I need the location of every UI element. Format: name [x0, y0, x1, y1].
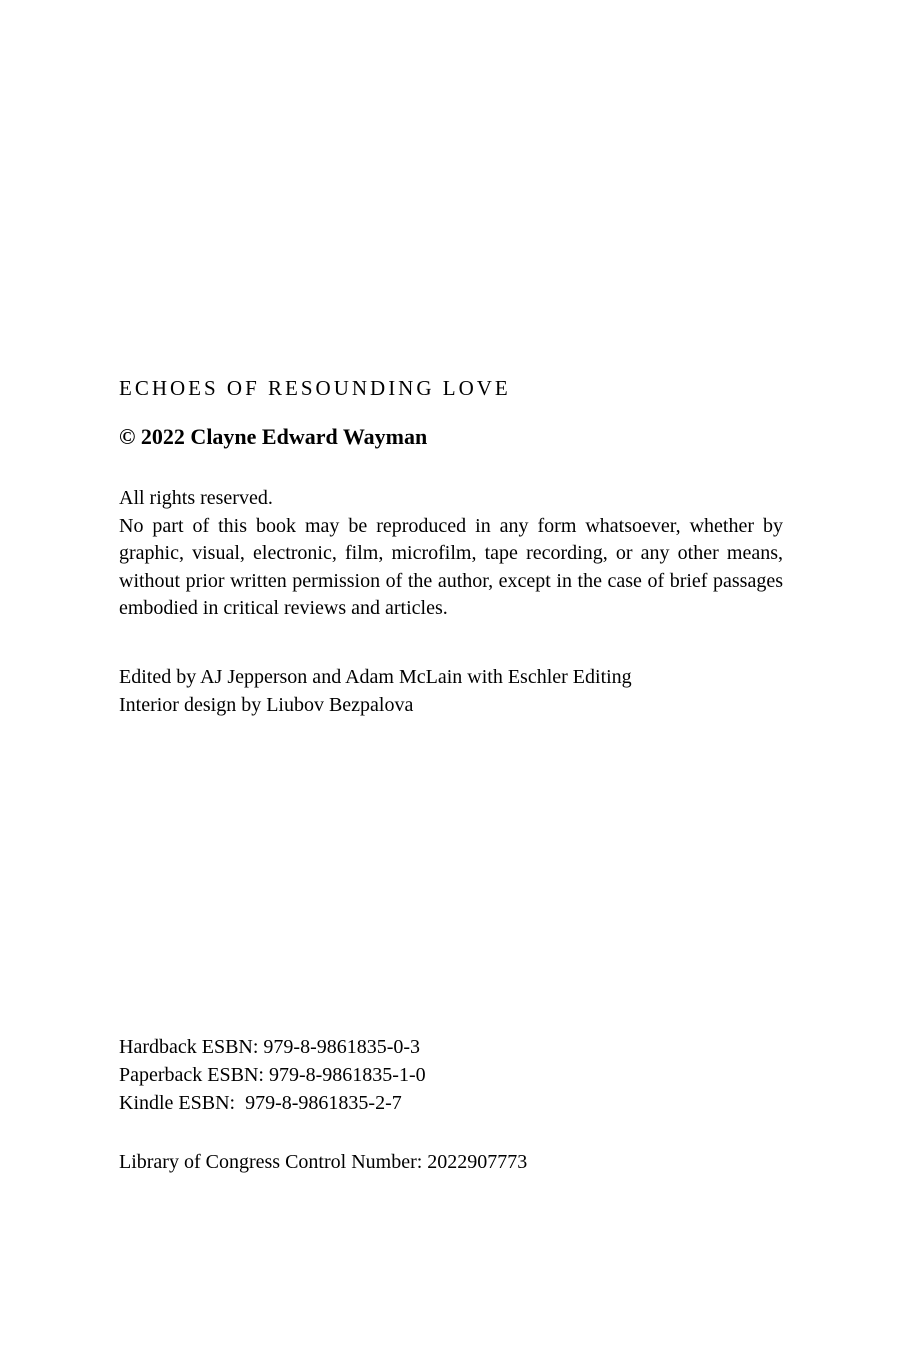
- edited-by-line: Edited by AJ Jepperson and Adam McLain with Eschler Editing: [119, 666, 632, 688]
- rights-paragraph: No part of this book may be reproduced in any form whatsoever, whether by graphic, visual, electronic, film, microfilm, tape recording, or any other means, without prior written permission of the author, except in the case of brief passages embodied in critical reviews and articles.: [119, 514, 783, 619]
- rights-reserved-line: All rights reserved.: [119, 487, 273, 509]
- rights-block: [119, 485, 783, 623]
- credits-block: [119, 663, 783, 719]
- paperback-esbn-line: Paperback ESBN: 979-8-9861835-1-0: [119, 1064, 426, 1086]
- copyright-line: © 2022 Clayne Edward Wayman: [119, 424, 428, 449]
- kindle-esbn-line: Kindle ESBN: 979-8-9861835-2-7: [119, 1092, 402, 1114]
- book-title: ECHOES OF RESOUNDING LOVE: [119, 376, 511, 400]
- interior-design-line: Interior design by Liubov Bezpalova: [119, 694, 414, 716]
- isbn-block: [119, 1033, 783, 1117]
- hardback-esbn-line: Hardback ESBN: 979-8-9861835-0-3: [119, 1036, 421, 1058]
- lccn-line: Library of Congress Control Number: 2022907773: [119, 1151, 528, 1173]
